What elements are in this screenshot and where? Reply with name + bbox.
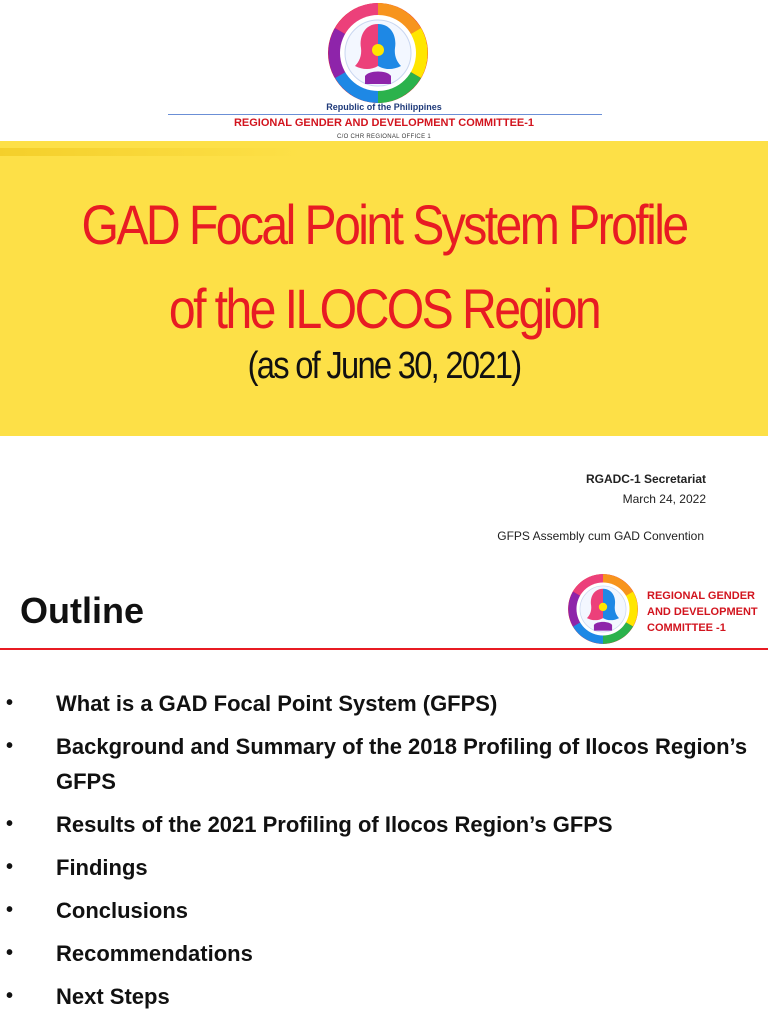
outline-list bbox=[0, 686, 768, 1022]
presentation-date: March 24, 2022 bbox=[622, 492, 706, 506]
list-item: • Findings bbox=[0, 850, 768, 885]
band-decoration bbox=[0, 148, 300, 156]
title-line-1: GAD Focal Point System Profile bbox=[81, 193, 687, 256]
care-of-text: C/O CHR REGIONAL OFFICE 1 bbox=[337, 134, 431, 140]
bullet-icon: • bbox=[6, 692, 14, 714]
subtitle: (as of June 30, 2021) bbox=[247, 345, 521, 387]
committee-name: REGIONAL GENDER AND DEVELOPMENT COMMITTEE-1 bbox=[233, 117, 535, 129]
outline-title: Outline bbox=[20, 590, 144, 631]
bullet-icon: • bbox=[6, 899, 14, 921]
bullet-icon: • bbox=[6, 856, 14, 878]
brand-line-3: COMMITTEE -1 bbox=[647, 622, 726, 634]
gad-committee-logo-icon bbox=[566, 572, 640, 646]
event-name: GFPS Assembly cum GAD Convention bbox=[497, 529, 704, 543]
outline-divider bbox=[0, 648, 768, 650]
bullet-icon: • bbox=[6, 735, 14, 757]
list-item: • Conclusions bbox=[0, 893, 768, 928]
list-item: • Next Steps bbox=[0, 979, 768, 1014]
header-divider bbox=[168, 114, 602, 115]
bullet-icon: • bbox=[6, 942, 14, 964]
gad-committee-logo-icon bbox=[325, 0, 431, 106]
list-item: • What is a GAD Focal Point System (GFPS) bbox=[0, 686, 768, 721]
outline-slide bbox=[0, 562, 768, 1024]
bullet-icon: • bbox=[6, 985, 14, 1007]
list-item: • Results of the 2021 Profiling of Ilocos Region’s GFPS bbox=[0, 807, 768, 842]
committee-brand-text bbox=[647, 588, 758, 636]
republic-text: Republic of the Philippines bbox=[326, 102, 442, 112]
list-item: • Background and Summary of the 2018 Profiling of Ilocos Region’s GFPS bbox=[0, 729, 768, 799]
brand-line-2: AND DEVELOPMENT bbox=[647, 606, 758, 618]
brand-line-1: REGIONAL GENDER bbox=[647, 590, 755, 602]
list-item: • Recommendations bbox=[0, 936, 768, 971]
title-line-2: of the ILOCOS Region bbox=[168, 277, 600, 340]
bullet-icon: • bbox=[6, 813, 14, 835]
presenter: RGADC-1 Secretariat bbox=[585, 472, 706, 486]
